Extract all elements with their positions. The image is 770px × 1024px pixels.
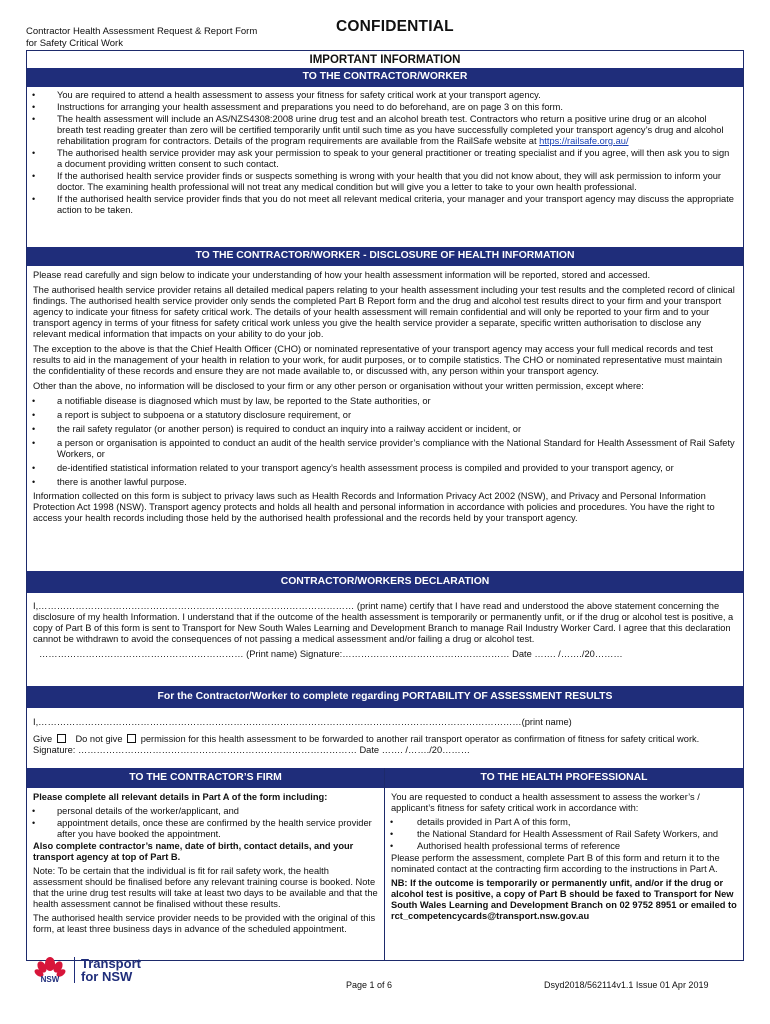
professional-list (385, 817, 737, 852)
disclosure-p1: Please read carefully and sign below to indicate your understanding of how your health assessment information will be reported, stored and accessed. (33, 270, 651, 280)
disclosure-list (27, 396, 735, 488)
logo-text (74, 957, 141, 983)
professional-nb: NB: If the outcome is temporarily or permanently unfit, and/or if the drug or alcohol test is positive, a copy of Part B should be faxed to Transport for New South Wales Learning and Development Branch on 02 9752 8951 or emailed to rct_competencycards@transport.nsw.gov.au (391, 878, 737, 921)
form-title-line1: Contractor Health Assessment Request & Report Form (26, 26, 258, 37)
logo-line1: Transport (81, 956, 141, 971)
railsafe-link[interactable]: https://railsafe.org.au/ (539, 136, 629, 146)
waratah-icon (34, 955, 66, 985)
professional-body (385, 788, 743, 960)
section-bar-contractor: TO THE CONTRACTOR/WORKER (27, 68, 743, 87)
list-item: • the rail safety regulator (or another person) is required to conduct an inquiry into a railway accident or incident, or (27, 424, 735, 435)
list-item: • appointment details, once these are confirmed by the health service provider after you have booked the appointment. (27, 818, 378, 840)
page-number: Page 1 of 6 (346, 980, 393, 990)
list-item: • Authorised health professional terms of reference (385, 841, 737, 852)
firm-intro: Please complete all relevant details in Part A of the form including: (33, 792, 328, 802)
firm-body (27, 788, 384, 960)
declaration-section (27, 593, 743, 686)
give-checkbox[interactable] (57, 734, 66, 743)
professional-intro: You are requested to conduct a health assessment to assess the worker’s / applicant’s fitness for safety critical work in accordance with: (391, 792, 700, 813)
list-item: • You are required to attend a health assessment to assess your fitness for safety critical work at your transport agency. (27, 90, 735, 101)
firm-also: Also complete contractor’s name, date of birth, contact details, and your transport agency at top of Part B. (33, 841, 354, 862)
section-bar-portability: For the Contractor/Worker to complete regarding PORTABILITY OF ASSESSMENT RESULTS (27, 686, 743, 708)
list-item: • there is another lawful purpose. (27, 477, 735, 488)
section-bar-declaration: CONTRACTOR/WORKERS DECLARATION (27, 571, 743, 593)
declaration-signature-line[interactable]: ………………………………………………………… (Print name) Signature:……………………………………………… Date ……. /……./20……… (39, 649, 623, 659)
firm-note: Note: To be certain that the individual is fit for rail safety work, the health assessment should be finalised before any relevant training course is booked. Note that the urine drug test results will take at least two days to be available and that the health assessment cannot be finalised without these results. (33, 866, 378, 909)
nsw-text: NSW (40, 975, 60, 984)
disclosure-p2: The authorised health service provider retains all detailed medical papers relating to your health assessment including your test results and the completed record of clinical findings. The authorised health service provider only sends the completed Part B Report form and the drug and alcohol test results direct to your firm and your transport agency to indicate your fitness for safety critical work. The details of your health assessment will remain confidential and will only be reported to your firm and to your transport agency in terms of your fitness for safety critical work unless you give the health service provider a separate, specific written authorisation to disclose any relevant medical information that impacts on your ability to do your job. (33, 285, 735, 339)
list-item-text: The health assessment will include an AS/NZS4308:2008 urine drug test and an alcohol breath test. Contractors who return a positive urine drug or an alcohol breath test reading greater than zero will be certified temporarily unfit until such time as you have successfully completed your transport agency’s drug and alcohol rehabilitation program for contractors. Details of the program requirements are available from the RailSafe website at (57, 114, 724, 146)
portability-name-line[interactable]: I,…………………………………………………………………………………………………………………………………………(print name) (33, 717, 572, 727)
firm-list (27, 806, 378, 840)
disclosure-p5: Information collected on this form is subject to privacy laws such as Health Records and Information Privacy Act 2002 (NSW), and Privacy and Personal Information Protection Act 1998 (NSW). Transport agency protects and holds all health and personal information in accordance with policies and procedures. You have the right to access your health records including those held by the authorised health professional and the records held by your transport agency. (33, 491, 715, 523)
disclosure-section (27, 266, 743, 571)
section-bar-professional: TO THE HEALTH PROFESSIONAL (385, 768, 743, 788)
two-column-section (27, 768, 743, 960)
important-section (27, 87, 743, 247)
list-item (27, 114, 735, 147)
give-label: Give (33, 734, 53, 744)
list-item: • personal details of the worker/applicant, and (27, 806, 378, 817)
list-item: • a notifiable disease is diagnosed which must by law, be reported to the State authorities, or (27, 396, 735, 407)
do-not-give-checkbox[interactable] (127, 734, 136, 743)
confidential-heading: CONFIDENTIAL (336, 18, 454, 35)
portability-section (27, 708, 743, 768)
list-item: • a report is subject to subpoena or a statutory disclosure requirement, or (27, 410, 735, 421)
list-item: • If the authorised health service provider finds that you do not meet all relevant medical criteria, your manager and your transport agency may discuss the appropriate action to be taken. (27, 194, 735, 216)
do-not-give-label: Do not give (75, 734, 123, 744)
section-bar-firm: TO THE CONTRACTOR’S FIRM (27, 768, 384, 788)
document-reference: Dsyd2018/562114v1.1 Issue 01 Apr 2019 (544, 980, 709, 990)
important-list (27, 90, 735, 216)
list-item: • a person or organisation is appointed to conduct an audit of the health service provider’s compliance with the National Standard for Health Assessment of Rail Safety Workers, or (27, 438, 735, 460)
form-title-line2: for Safety Critical Work (26, 38, 123, 49)
declaration-text[interactable]: I,………………………………………………………………………………………… (print name) certify that I have read and understood the above statement concerning the disclosure of my health Information. I understand that if the outcome of the health assessment is temporarily or permanently unfit, or if the drug or alcohol test is positive, a copy of Part B of this form is sent to Transport for New South Wales Learning and Development Branch to manage Rail Industry Worker Card. I agree that this declaration cannot be withdrawn to avoid the consequences of not passing a medical assessment and/or failing a drug or alcohol test. (33, 601, 734, 644)
portability-permission-text[interactable]: permission for this health assessment to be forwarded to another rail transport operator as confirmation of fitness for safety critical work. Signature: ……………………………………………………………………………… Date ……. /……./20……… (33, 734, 700, 755)
form-frame (26, 50, 744, 961)
disclosure-p3: The exception to the above is that the Chief Health Officer (CHO) or nominated representative of your transport agency may access your full medical records and test results to aid in the management of your health in relation to your work, for audit purposes, or to compile statistics. The CHO or nominated representative must maintain the confidentiality of these records and ensure they are not made available to, or discussed with, any person within your transport agency. (33, 344, 723, 376)
professional-column (385, 768, 743, 960)
firm-provider: The authorised health service provider needs to be provided with the original of this form, at least three business days in advance of the scheduled appointment. (33, 913, 376, 934)
professional-perform: Please perform the assessment, complete Part B of this form and return it to the nominated contact at the contracting firm according to the instructions in Part A. (391, 853, 720, 874)
form-title (26, 26, 296, 50)
list-item: • de-identified statistical information related to your transport agency’s health assessment process is compiled and provided to your transport agency, or (27, 463, 735, 474)
list-item: • If the authorised health service provider finds or suspects something is wrong with your health that you did not know about, they will ask permission to inform your doctor. The examining health professional will not treat any medical condition but will give you a letter to take to your own health professional. (27, 171, 735, 193)
list-item: • The authorised health service provider may ask your permission to speak to your general practitioner or treating specialist and if you agree, will then ask you to sign a document providing written consent to such contact. (27, 148, 735, 170)
section-bar-disclosure: TO THE CONTRACTOR/WORKER - DISCLOSURE OF HEALTH INFORMATION (27, 247, 743, 266)
list-item: • Instructions for arranging your health assessment and preparations you need to do beforehand, are on page 3 on this form. (27, 102, 735, 113)
list-item: • the National Standard for Health Assessment of Rail Safety Workers, and (385, 829, 737, 840)
firm-column (27, 768, 385, 960)
logo-line2: for NSW (81, 969, 133, 984)
transport-nsw-logo (34, 955, 141, 985)
list-item: • details provided in Part A of this form, (385, 817, 737, 828)
portability-consent-row (33, 734, 735, 756)
disclosure-p4: Other than the above, no information will be disclosed to your firm or any other person or organisation without your written permission, except where: (33, 381, 644, 391)
important-title: IMPORTANT INFORMATION (309, 54, 461, 66)
